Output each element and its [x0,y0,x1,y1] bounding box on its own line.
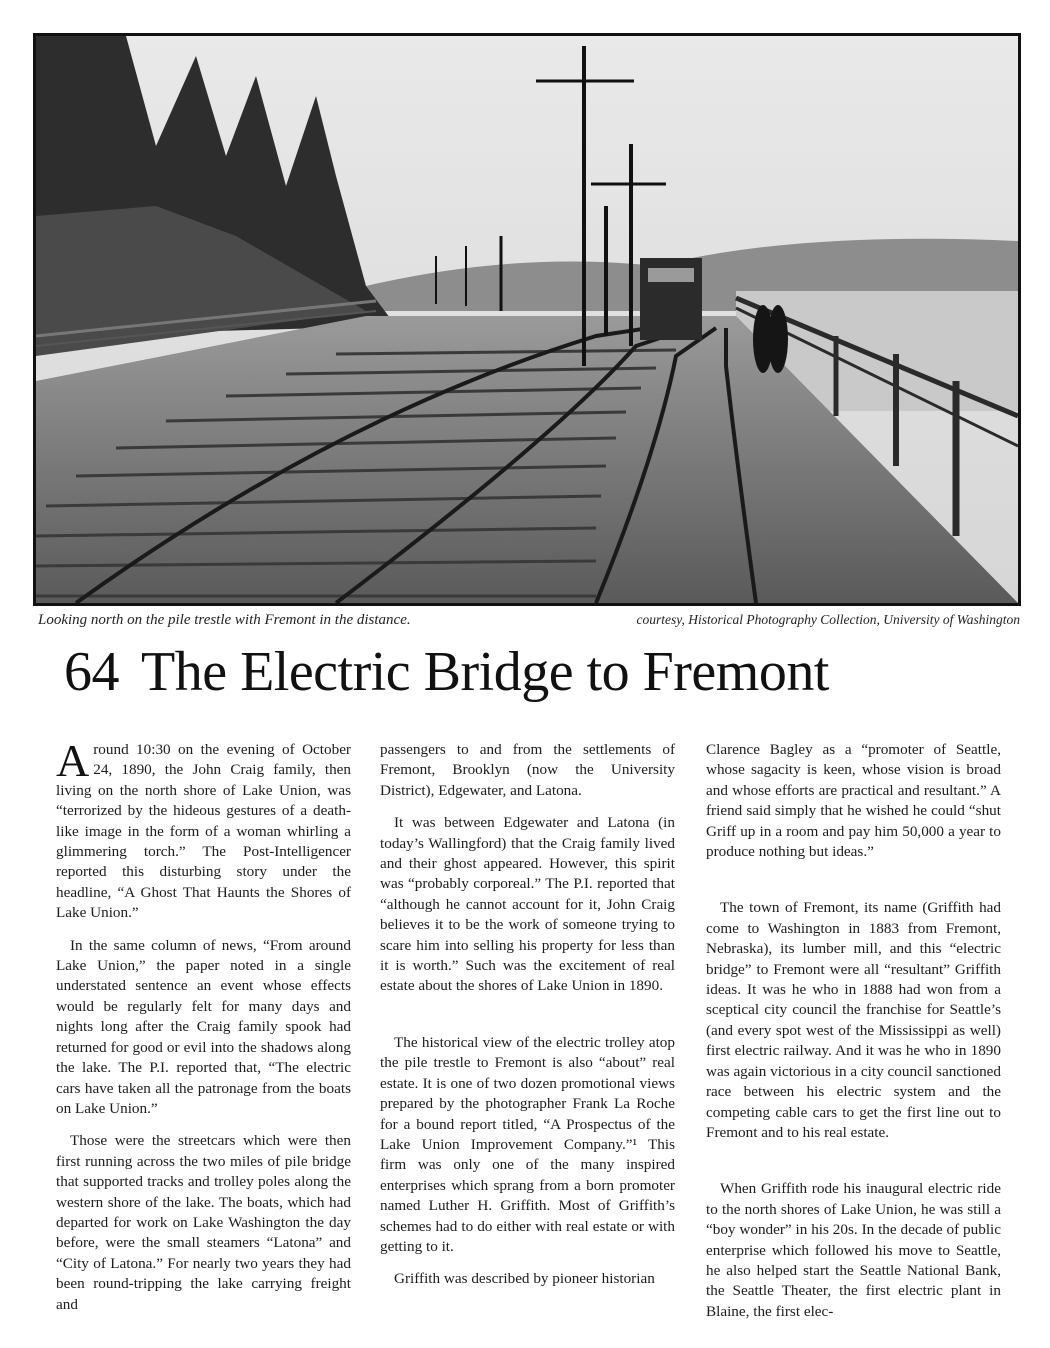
article-column-2 [380,740,675,1290]
paragraph: It was between Edgewater and Latona (in today’s Wallingford) that the Craig family lived and their ghost appeared. However, this spirit was “probably corporeal.” The P.I. reported that “although he cannot account for it, John Craig believes it to be the work of someone trying to scare him into selling his property for less than it is worth.” Such was the excitement of real estate about the shores of Lake Union in 1890. [380,814,675,995]
page-title [64,640,829,704]
paragraph: passengers to and from the settlements of Fremont, Brooklyn (now the University District), Edgewater, and Latona. [380,741,675,799]
trolley-trestle-photo-icon [36,36,1018,603]
historical-photo [33,33,1021,606]
paragraph: When Griffith rode his inaugural electric ride to the north shores of Lake Union, he was still a “boy wonder” in his 20s. In the decade of public enterprise which followed his move to Seattle, he also helped start the Seattle National Bank, the Seattle Theater, the first electric plant in Blaine, the first elec- [706,1180,1001,1320]
paragraph: Clarence Bagley as a “promoter of Seattle, whose sagacity is keen, whose vision is broad and whose efforts are practical and resultant.” A friend said simply that he wished he could “shut Griff up in a room and pay him 50,000 a year to produce nothing but ideas.” [706,741,1001,861]
paragraph: The historical view of the electric trolley atop the pile trestle to Fremont is also “about” real estate. It is one of two dozen promotional views prepared by the photographer Frank La Roche for a bound report titled, “A Prospectus of the Lake Union Improvement Company.”¹ This firm was only one of the many inspired enterprises which sprang from a born promoter named Luther H. Griffith. Most of Griffith’s schemes had to do either with real estate or with getting to it. [380,1033,675,1255]
article-column-3 [706,740,1001,1322]
article-column-1 [56,735,351,1315]
paragraph: Those were the streetcars which were then first running across the two miles of pile bridge that supported tracks and trolley poles along the western shore of the lake. The boats, which had departed for work on Lake Washington the day before, were the small steamers “Latona” and “City of Latona.” For nearly two years they had been round-tripping the lake carrying freight and [56,1132,351,1313]
photo-caption: Looking north on the pile trestle with Fremont in the distance. [38,612,411,628]
photo-credit: courtesy, Historical Photography Collection, University of Washington [636,612,1020,627]
chapter-title: The Electric Bridge to Fremont [141,641,829,703]
paragraph: In the same column of news, “From around Lake Union,” the paper noted in a single understated sentence an event whose effects would be regularly felt for many days and nights long after the Craig family spook had returned for good or evil into the shadows along the lake. The P.I. reported that, “The electric cars have taken all the patronage from the boats on Lake Union.” [56,936,351,1117]
paragraph: Griffith was described by pioneer historian [394,1270,655,1288]
paragraph: Around 10:30 on the evening of October 24, 1890, the John Craig family, then living on the north shore of Lake Union, was “terrorized by the hideous gestures of a death-like image in the form of a woman whirling a glimmering torch.” The Post-Intelligencer reported this disturbing story under the headline, “A Ghost That Haunts the Shores of Lake Union.” [56,735,351,922]
drop-cap: A [56,735,90,786]
chapter-number: 64 [64,641,119,703]
paragraph: The town of Fremont, its name (Griffith had come to Washington in 1883 from Fremont, Nebraska), its lumber mill, and this “electric bridge” to Fremont were all “resultant” Griffith ideas. It was he who in 1888 had won from a sceptical city council the franchise for Seattle’s (and every spot west of the Mississippi as well) first electric railway. And it was he who in 1890 was again victorious in a city council sanctioned race between his electric system and the competing cable cars to get the first line out to Fremont and to his real estate. [706,899,1001,1141]
